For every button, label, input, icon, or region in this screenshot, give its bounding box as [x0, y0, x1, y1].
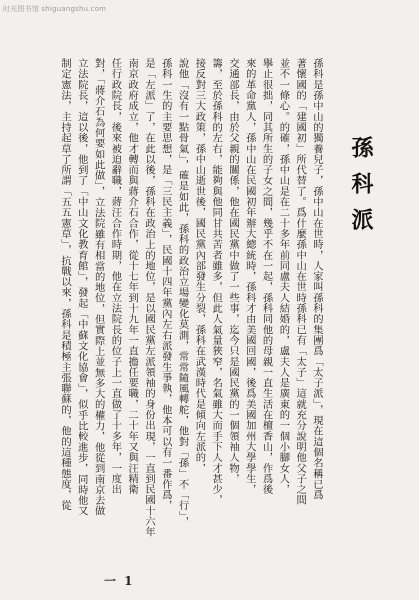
text-column: 制定憲法，主持起草了所謂「五五憲草」，抗戰以來，孫科是積極主張聯蘇的，他的這種態度，從 — [59, 58, 71, 511]
text-column: 說他「沒有一點骨氣」，確是如此，孫科的政治立場變化莫測，常常隨風轉舵，他對「孫」不「行」， — [176, 58, 189, 527]
text-column: 對，「蔣介石為何要如此做」，立法院雖有相當的地位，但實際上並無多大的權力，他從到南京去做 — [92, 58, 105, 517]
text-column: 來的革命黨人，孫中山在民國初年辦大總統時，孫科才由美國回國，後爲美國加州大學學生， — [243, 58, 256, 495]
text-column: 任行政院長，後來被迫辭職，蔣汪合作時期，他在立法院長的位子上一直做了十多年，一度出 — [109, 58, 122, 495]
page-number: 一 1 — [104, 574, 135, 588]
text-column: 擧止很拙，同其所生的子女之間，幾乎不在一起，孫科同他的母親一直生活在檀香山，作爲後 — [260, 58, 273, 495]
watermark-text: 时光图书馆 shiguangshu.com — [3, 5, 107, 13]
text-column: 接反對三大政策，孫中山逝世後，國民黨內部發生分裂，孫科在武漢時代是傾向左派的， — [193, 58, 206, 474]
text-column: 籌，至於孫科的左右，能夠與他同甘共苦者雖多，但此人氣量狹窄，名氣雖大而手下人才甚少， — [210, 58, 223, 506]
text-column: 立法院長，這以後，他到了「中山文化教育館」，發起「中蘇文化協會」，似乎比較進步，同時他又 — [75, 58, 88, 517]
text-column: 交通部長，由於父親的關係，他在國民黨中做了一些事，迄今只是國民黨的一個領袖人物， — [226, 58, 239, 484]
body-text — [57, 58, 325, 546]
text-column: 孫科一生的主要思想，是「三民主義」，民國十四年黨內左右派發生爭執，他本可以有一番作爲， — [159, 58, 172, 511]
text-column: 是「左派」了，在此以後，孫科在政治上的地位，是以國民黨左派領袖的身份出現，一直到民國十六年 — [142, 58, 155, 538]
text-column: 南京政府成立，他才轉而與蔣介石合作，從十七年到十九年一直擔任要職，二十年又與汪精衛 — [126, 58, 139, 495]
text-column: 著懷國的「建國初」所代替了。爲什麼孫中山在世時孫科已有「太子」這就充分說明他父子之間 — [294, 58, 307, 506]
text-column: 並不一條心。的確，孫中山是在二十多年前同盧夫人結婚的，盧夫人是廣東的一個小腳女人， — [277, 58, 290, 495]
text-column: 孫科是孫中山的獨養兒子，孫中山在世時，人家叫孫科的集團爲「太子派」，現在這個名稱已爲 — [310, 58, 323, 501]
section-heading: 孫科派 — [348, 136, 374, 244]
